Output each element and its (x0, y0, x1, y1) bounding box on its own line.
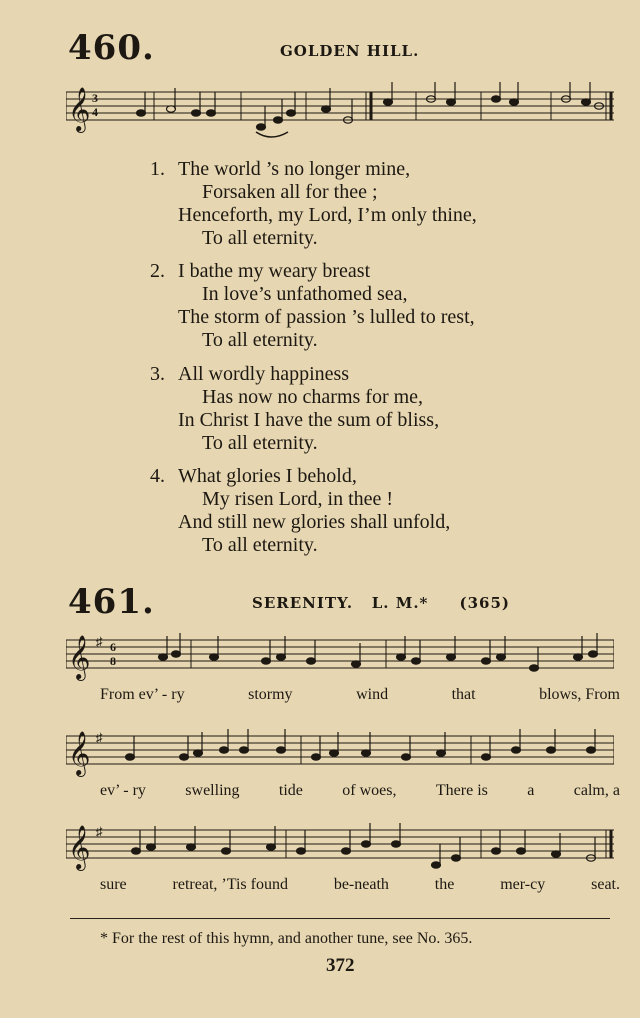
treble-clef-icon: 𝄞 (68, 635, 91, 679)
music-staff (66, 630, 614, 688)
sharp-icon: ♯ (96, 634, 103, 649)
footnote-divider (70, 918, 610, 919)
svg-text:3: 3 (92, 91, 98, 105)
page-number: 372 (326, 955, 355, 976)
music-staff (66, 726, 614, 784)
sharp-icon: ♯ (96, 730, 103, 745)
hymn-number: 461. (68, 582, 155, 622)
treble-clef-icon: 𝄞 (68, 825, 91, 869)
treble-clef-icon: 𝄞 (68, 731, 91, 775)
verse-3: 3. All wordly happiness Has now no charms for me, In Christ I have the sum of bliss, To all eternity. (150, 363, 440, 454)
verse-2: 2. I bathe my weary breast In love’s unfathomed sea, The storm of passion ’s lulled to rest, To all eternity. (150, 260, 475, 351)
tune-title: GOLDEN HILL. (280, 42, 420, 60)
lyrics-line: ev’ - ry swelling tide of woes, There is a calm, a (100, 782, 620, 799)
footnote: * For the rest of this hymn, and another tune, see No. 365. (100, 930, 473, 947)
treble-clef-icon: 𝄞 (68, 87, 91, 131)
svg-text:4: 4 (92, 105, 98, 119)
sharp-icon: ♯ (96, 824, 103, 839)
tune-title: SERENITY. L. M.* (365) (252, 594, 510, 612)
hymn-number: 460. (68, 28, 155, 68)
music-staff (66, 820, 614, 878)
music-staff (66, 82, 614, 144)
verse-4: 4. What glories I behold, My risen Lord, in thee ! And still new glories shall unfold, To all eternity. (150, 465, 451, 556)
svg-text:6: 6 (110, 640, 116, 654)
verse-1: 1. The world ’s no longer mine, Forsaken all for thee ; Henceforth, my Lord, I’m only thine, To all eternity. (150, 158, 477, 249)
svg-text:8: 8 (110, 654, 116, 668)
lyrics-line: sure retreat, ’Tis found be-neath the mer-cy seat. (100, 876, 620, 893)
lyrics-line: From ev’ - ry stormy wind that blows, From (100, 686, 620, 703)
